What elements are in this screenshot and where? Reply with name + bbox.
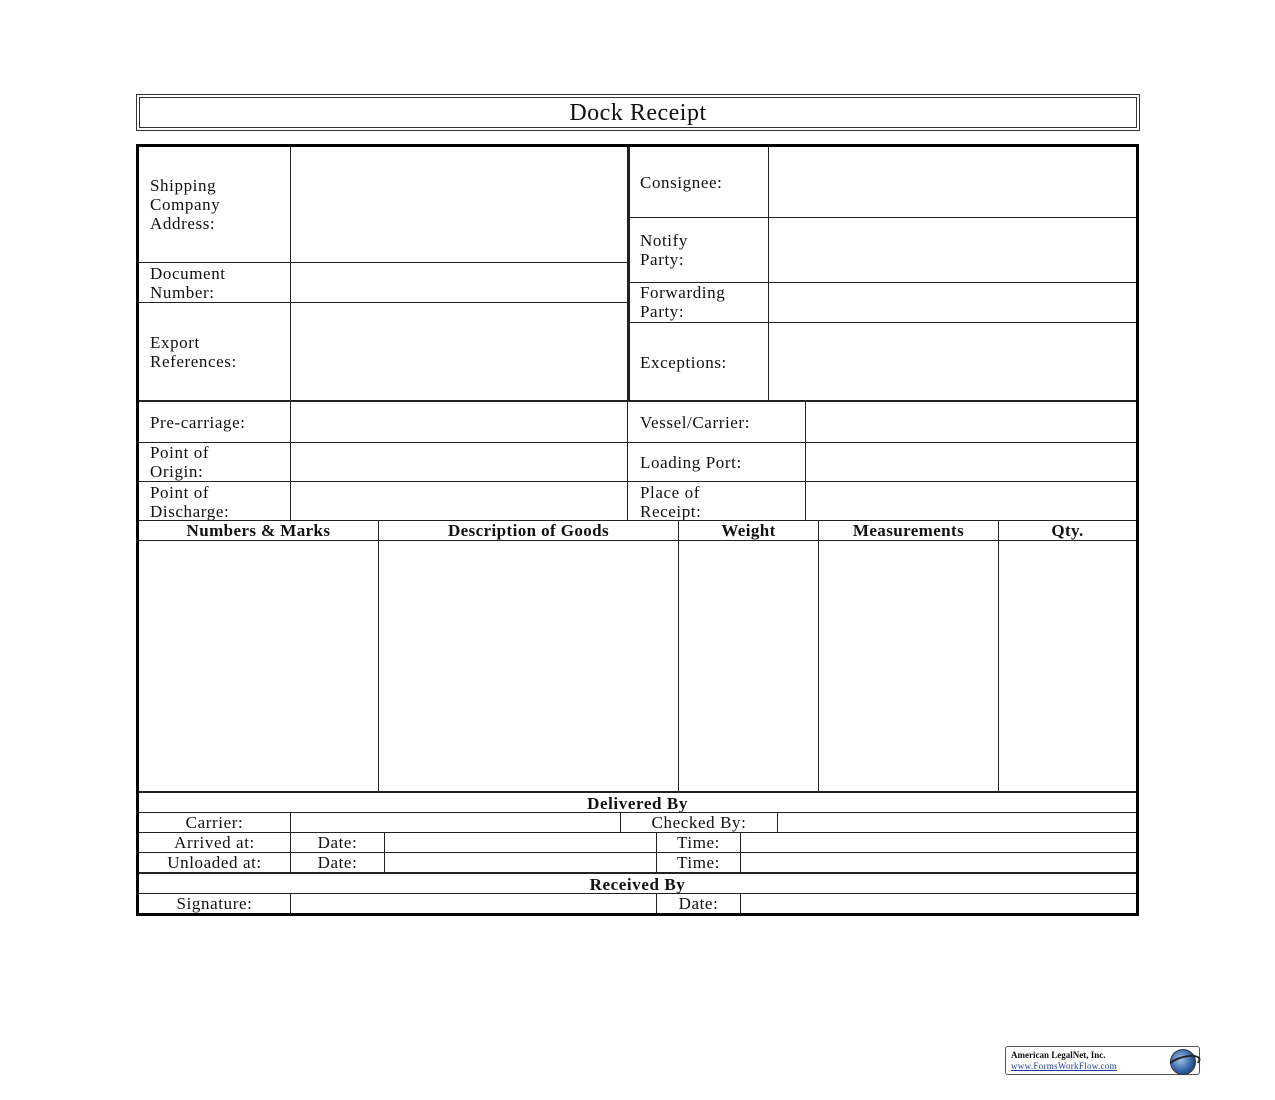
received-date-field[interactable] <box>742 894 1134 912</box>
place-of-receipt-field[interactable] <box>807 483 1134 519</box>
signature-field[interactable] <box>292 894 655 912</box>
document-number-label <box>150 264 226 302</box>
weight-field[interactable] <box>680 542 817 790</box>
divider <box>139 791 1136 793</box>
checked-by-field[interactable] <box>779 813 1134 831</box>
col-weight: Weight <box>721 521 776 540</box>
label-line: Export <box>150 333 200 352</box>
publisher-url[interactable]: www.FormsWorkFlow.com <box>1011 1061 1117 1071</box>
publisher-name: American LegalNet, Inc. <box>1011 1050 1106 1060</box>
col-description-of-goods: Description of Goods <box>448 521 609 540</box>
measurements-field[interactable] <box>820 542 997 790</box>
exceptions-field[interactable] <box>770 324 1134 399</box>
label-line: Notify <box>640 231 688 250</box>
notify-party-label <box>640 231 688 269</box>
consignee-label: Consignee: <box>640 173 723 192</box>
point-of-discharge-field[interactable] <box>292 483 626 519</box>
divider <box>768 147 769 401</box>
publisher-logo[interactable] <box>1005 1046 1200 1075</box>
divider <box>629 322 1136 323</box>
label-line: Company <box>150 195 221 214</box>
label-line: Receipt: <box>640 502 702 521</box>
unloaded-at-label: Unloaded at: <box>167 853 262 872</box>
place-of-receipt-label <box>640 483 701 521</box>
loading-port-field[interactable] <box>807 444 1134 480</box>
unloaded-date-label: Date: <box>317 853 358 872</box>
document-number-field[interactable] <box>292 264 626 301</box>
divider <box>139 400 1136 402</box>
divider <box>290 812 291 832</box>
point-of-discharge-label <box>150 483 229 521</box>
numbers-marks-field[interactable] <box>140 542 377 790</box>
point-of-origin-label <box>150 443 209 481</box>
consignee-field[interactable] <box>770 148 1134 216</box>
divider <box>139 872 1136 874</box>
globe-icon <box>1170 1049 1196 1075</box>
divider <box>740 832 741 872</box>
delivered-by-header: Delivered By <box>587 794 688 813</box>
label-line: Shipping <box>150 176 217 195</box>
checked-by-label: Checked By: <box>651 813 747 832</box>
divider <box>627 402 628 520</box>
divider <box>139 302 628 303</box>
label-line: Party: <box>640 250 685 269</box>
label-line: Discharge: <box>150 502 230 521</box>
arrived-at-label: Arrived at: <box>174 833 255 852</box>
divider <box>777 812 778 832</box>
unloaded-time-label: Time: <box>676 853 720 872</box>
received-date-label: Date: <box>678 894 719 913</box>
col-numbers-marks: Numbers & Marks <box>186 521 331 540</box>
label-line: Forwarding <box>640 283 726 302</box>
carrier-field[interactable] <box>292 813 619 831</box>
shipping-company-address-field[interactable] <box>292 148 626 261</box>
page-title: Dock Receipt <box>139 97 1137 128</box>
vessel-carrier-field[interactable] <box>807 403 1134 441</box>
label-line: Point of <box>150 443 210 462</box>
divider <box>740 893 741 913</box>
forwarding-party-field[interactable] <box>770 284 1134 321</box>
arrived-date-label: Date: <box>317 833 358 852</box>
signature-label: Signature: <box>176 894 253 913</box>
point-of-origin-field[interactable] <box>292 444 626 480</box>
label-line: Document <box>150 264 226 283</box>
col-measurements: Measurements <box>852 521 965 540</box>
pre-carriage-label: Pre-carriage: <box>150 413 246 432</box>
export-references-label <box>150 333 237 371</box>
unloaded-time-field[interactable] <box>742 853 1134 871</box>
divider <box>378 520 379 792</box>
divider <box>139 481 1136 482</box>
shipping-company-address-label <box>150 176 220 233</box>
divider <box>290 893 291 913</box>
divider <box>998 520 999 792</box>
col-qty: Qty. <box>1051 521 1084 540</box>
export-references-field[interactable] <box>292 304 626 399</box>
vessel-carrier-label: Vessel/Carrier: <box>640 413 751 432</box>
exceptions-label: Exceptions: <box>640 353 727 372</box>
label-line: Address: <box>150 214 216 233</box>
label-line: Party: <box>640 302 685 321</box>
description-of-goods-field[interactable] <box>380 542 677 790</box>
label-line: Origin: <box>150 462 204 481</box>
divider <box>678 520 679 792</box>
label-line: Number: <box>150 283 215 302</box>
label-line: References: <box>150 352 237 371</box>
pre-carriage-field[interactable] <box>292 403 626 441</box>
divider <box>139 442 1136 443</box>
arrived-date-field[interactable] <box>386 833 655 851</box>
received-by-header: Received By <box>589 875 686 894</box>
loading-port-label: Loading Port: <box>640 453 742 472</box>
divider <box>805 402 806 520</box>
label-line: Point of <box>150 483 210 502</box>
qty-field[interactable] <box>1000 542 1134 790</box>
forwarding-party-label <box>640 283 725 321</box>
divider <box>629 217 1136 218</box>
arrived-time-field[interactable] <box>742 833 1134 851</box>
divider <box>384 832 385 872</box>
title-box <box>136 94 1140 131</box>
divider <box>818 520 819 792</box>
divider <box>627 147 630 401</box>
carrier-label: Carrier: <box>185 813 244 832</box>
arrived-time-label: Time: <box>676 833 720 852</box>
notify-party-field[interactable] <box>770 219 1134 281</box>
label-line: Place of <box>640 483 701 502</box>
divider <box>290 147 291 520</box>
divider <box>139 262 628 263</box>
unloaded-date-field[interactable] <box>386 853 655 871</box>
